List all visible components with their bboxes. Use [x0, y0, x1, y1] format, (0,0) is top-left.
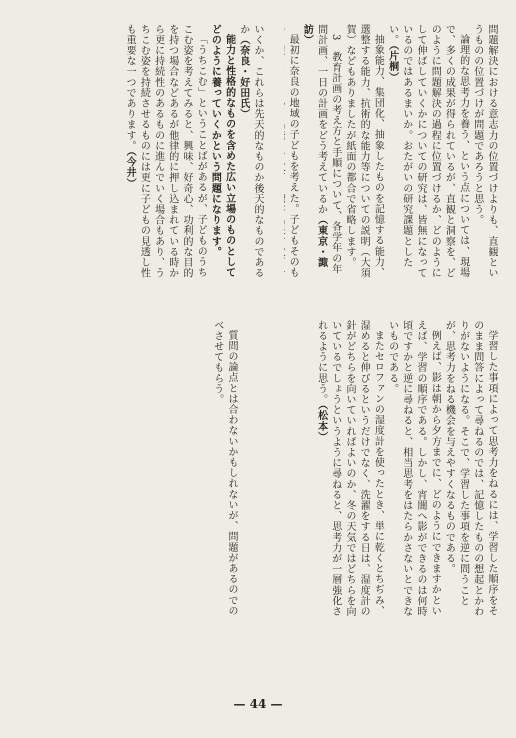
text-column-top-left: [34, 24, 264, 284]
paragraph: 抽象能力、集団化、抽象したものを記憶する能力、選整する能力、抗術的な能力等についての説明（大須賀）などもありましたが紙面の都合で省略します。: [343, 24, 384, 279]
paragraph: 能力と性格的なものを含めた広い立場のものとしてどのように養っていくかという問題になります。: [209, 24, 235, 278]
paragraph: 論理的な思考力を養う、という点については、現場で、多くの成果が得られているが、直観と洞察を、どのように問題解決の過程に位置づけるか、どのようにして伸ばしていくかについての研究は、皆無になっているのではあるまいか。おたがいの研究課題としたい。（片桐）: [386, 24, 469, 279]
paragraph: いくか、これらは先天的なものか後天的なものであるか（奈良・好田氏）: [237, 24, 263, 279]
author-note: （松本）: [315, 404, 327, 443]
author-note: （今井）: [124, 151, 136, 189]
paragraph: 最初に奈良の地域の子どもを考えた。子どもそのも: [287, 34, 299, 278]
text-column-bottom-right: [258, 320, 498, 620]
paragraph: またセロファンの湿度計を使ったとき、単に乾くとちぢみ、湿めると伸びるというだけでなく、洗濯をする日は、湿度計の針がどちらを向いていればよいのか、冬の天気ではどちらを向いているでしょうというように尋ねると、思考力が一層強化されるように思う。（松本）: [315, 320, 384, 617]
section-heading: 3 教育計画の考え方と手順について、各学年の年間計画、一日の計画をどう考えているか（東京・諏訪）: [301, 24, 341, 275]
author-note: （東京・諏訪）: [301, 24, 327, 268]
page-number: — 44 —: [233, 697, 283, 711]
paragraph: 例えば、影は朝から夕方までに、どのようにできますかといえば、学習の順序である。しかし、宵闇へ影ができるのは何時頃ですかと逆に尋ねると、相当思考をはたらかさないとできないものである。: [386, 320, 441, 617]
author-note: （奈良・好田氏）: [237, 34, 249, 120]
author-note: （片桐）: [386, 45, 398, 83]
text-column-bottom-left: [6, 320, 238, 620]
text-column-top-right: [284, 24, 498, 284]
paragraph: 学習した事項によって思考力をねるには、学習した順序をそのまま問答によって尋ねるのでは、記憶したものの想起とかわりがないようになる。そこで、学習した事項を逆に問うことが、思考力をねる機会を与えやすくなるものである。: [443, 320, 497, 617]
paragraph: 問題解決における意志力の位置づけよりも、直観というものの位置づけが問題であろうと思う。: [471, 24, 497, 279]
paragraph: 「うちこむ」ということばがあるが、子どものうちこむ姿を考えてみると、興味、好奇心、功利的な目的を持つ場合などあるが他律的に押し込まれている時から更に持続性のあるものに進んでいく場合もあり、うちこむ姿を持続させるものには更に子どもの見透し性も重要な一つであります。（今井）: [124, 24, 207, 279]
paragraph: 質問の論点とは合わないかもしれないが、問題があるのでのべさせてもらう。: [211, 320, 237, 617]
